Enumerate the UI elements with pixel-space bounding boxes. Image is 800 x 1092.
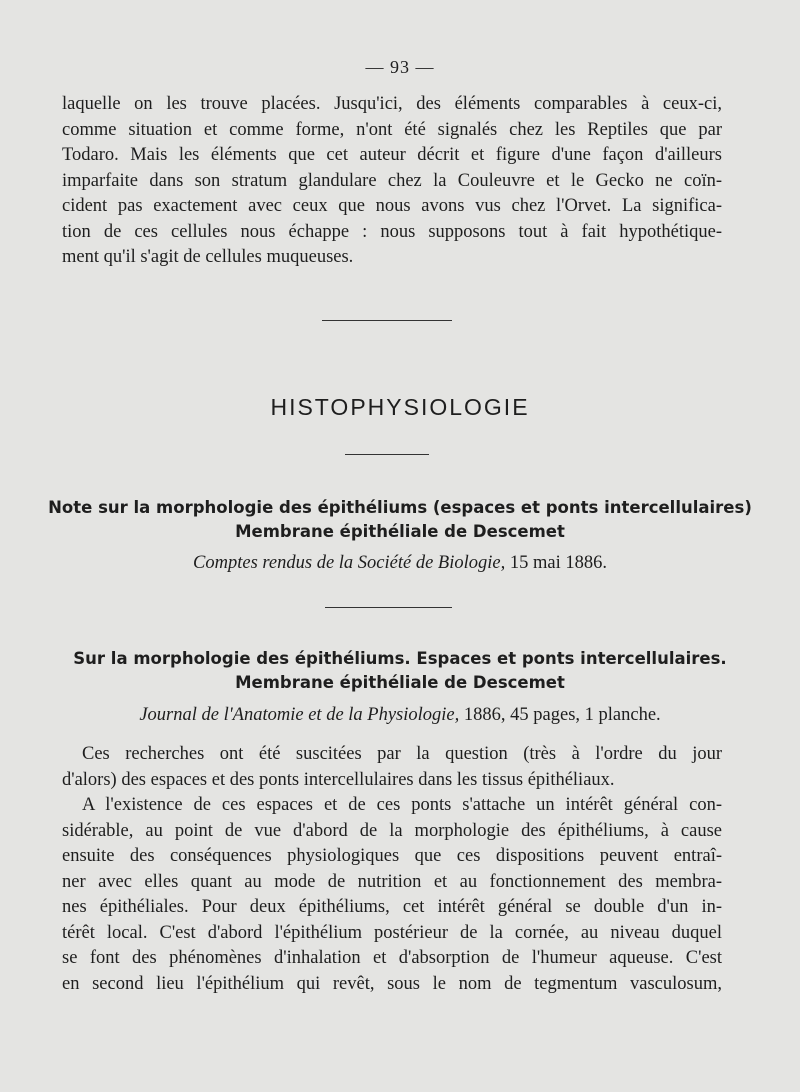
text-line: sidérable, au point de vue d'abord de la morphologie des épithéliums, à cause: [62, 820, 722, 841]
text-line: ment qu'il s'agit de cellules muqueuses.: [62, 247, 354, 267]
divider: [322, 320, 452, 321]
text-line: en second lieu l'épithélium qui revêt, sous le nom de tegmentum vasculosum,: [62, 973, 722, 994]
text-line: se font des phénomènes d'inhalation et d'absorption de l'humeur aqueuse. C'est: [62, 948, 722, 968]
citation-date: 15 mai 1886.: [505, 553, 607, 573]
entry-title: [40, 647, 760, 695]
entry-title-line: Membrane épithéliale de Descemet: [235, 673, 565, 692]
divider: [345, 454, 429, 455]
entry-title-line: Membrane épithéliale de Descemet: [235, 522, 565, 541]
entry-title: [40, 496, 760, 544]
text-line: nes épithéliales. Pour deux épithéliums, cet intérêt général se double d'un in-: [62, 897, 722, 917]
entry-citation: [0, 705, 800, 726]
text-line: térêt local. C'est d'abord l'épithélium postérieur de la cornée, au niveau duquel: [62, 922, 722, 943]
text-line: Todaro. Mais les éléments que cet auteur décrit et figure d'une façon d'ailleurs: [62, 145, 722, 165]
text-line: laquelle on les trouve placées. Jusqu'ici, des éléments comparables à ceux-ci,: [62, 94, 722, 114]
text-line: Ces recherches ont été suscitées par la question (très à l'ordre du jour: [82, 744, 722, 764]
paragraph-intro: [62, 92, 722, 271]
entry-title-line: Note sur la morphologie des épithéliums (espaces et ponts intercellulaires): [48, 498, 752, 517]
text-line: tion de ces cellules nous échappe : nous supposons tout à fait hypothétique-: [62, 221, 722, 242]
text-line: imparfaite dans son stratum glandulare chez la Couleuvre et le Gecko ne coïn-: [62, 170, 722, 191]
paragraph-body-1: [62, 742, 722, 793]
entry-title-line: Sur la morphologie des épithéliums. Espaces et ponts intercellulaires.: [73, 649, 727, 668]
text-line: d'alors) des espaces et des ponts intercellulaires dans les tissus épithéliaux.: [62, 769, 615, 790]
text-line: ner avec elles quant au mode de nutrition et au fonctionnement des membra-: [62, 871, 722, 892]
citation-pages: 1886, 45 pages, 1 planche.: [459, 705, 661, 725]
citation-journal: Journal de l'Anatomie et de la Physiologie,: [139, 705, 460, 725]
entry-citation: [0, 553, 800, 574]
text-line: cident pas exactement avec ceux que nous avons vus chez l'Orvet. La significa-: [62, 196, 722, 216]
text-line: comme situation et comme forme, n'ont été signalés chez les Reptiles que par: [62, 119, 722, 140]
text-line: A l'existence de ces espaces et de ces ponts s'attache un intérêt général con-: [82, 795, 722, 815]
citation-journal: Comptes rendus de la Société de Biologie,: [193, 553, 506, 573]
paragraph-body-2: [62, 793, 722, 997]
section-title: HISTOPHYSIOLOGIE: [270, 394, 530, 420]
text-line: ensuite des conséquences physiologiques que ces dispositions peuvent entraî-: [62, 846, 722, 866]
page-number: — 93 —: [365, 57, 435, 77]
divider: [325, 607, 452, 608]
